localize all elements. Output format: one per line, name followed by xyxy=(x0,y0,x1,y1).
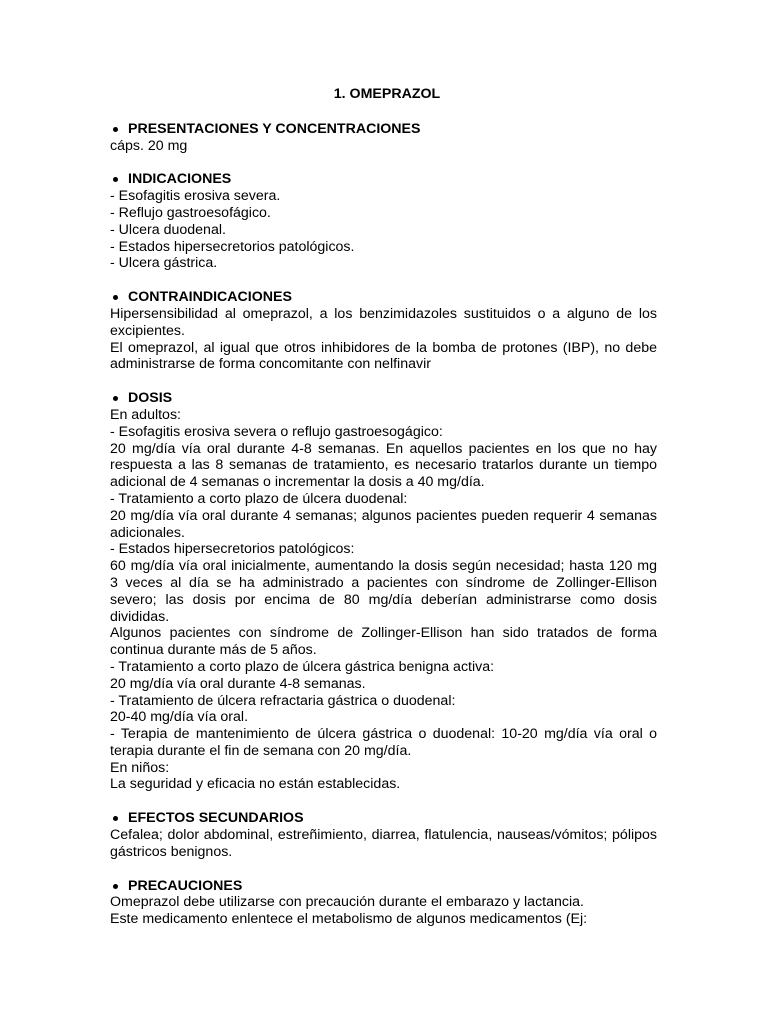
section-heading-text: PRESENTACIONES Y CONCENTRACIONES xyxy=(128,120,421,137)
paragraph-line: 20 mg/día vía oral durante 4-8 semanas. xyxy=(110,675,366,692)
bullet-icon xyxy=(113,816,118,821)
section-heading-text: DOSIS xyxy=(128,390,173,407)
paragraph-line: En niños: xyxy=(110,759,170,776)
section-heading xyxy=(110,289,657,306)
section-heading-text: PRECAUCIONES xyxy=(128,877,243,894)
paragraph-line: El omeprazol, al igual que otros inhibidores de la bomba de protones (IBP), no debe administrarse de forma concomitante con nelfinavir xyxy=(110,339,657,373)
paragraph-line: - Tratamiento a corto plazo de úlcera duodenal: xyxy=(110,490,408,507)
paragraph-line: Cefalea; dolor abdominal, estreñimiento, diarrea, flatulencia, nauseas/vómitos; pólipos gástricos benignos. xyxy=(110,827,657,860)
paragraph-line: 20-40 mg/día vía oral. xyxy=(110,709,249,726)
section-precauciones xyxy=(110,878,657,928)
paragraph-line: cáps. 20 mg xyxy=(110,137,188,154)
section-presentaciones-y-concentraciones xyxy=(110,121,657,155)
section-heading-text: CONTRAINDICACIONES xyxy=(128,289,292,306)
paragraph-line: 20 mg/día vía oral durante 4 semanas; algunos pacientes pueden requerir 4 semanas adicionales. xyxy=(110,507,657,541)
section-heading xyxy=(110,171,657,188)
section-heading xyxy=(110,810,657,827)
section-contraindicaciones xyxy=(110,289,657,373)
section-heading xyxy=(110,390,657,407)
section-heading xyxy=(110,121,657,138)
paragraph-line: 20 mg/día vía oral durante 4-8 semanas. En aquellos pacientes en los que no hay respuesta a las 8 semanas de tratamiento, es necesario tratarlos durante un tiempo adicional de 4 semanas o incrementar la dosis a 40 mg/día. xyxy=(110,440,657,491)
paragraph-line: Hipersensibilidad al omeprazol, a los benzimidazoles sustituidos o a alguno de los excipientes. xyxy=(110,305,657,339)
paragraph-line: - Tratamiento a corto plazo de úlcera gástrica benigna activa: xyxy=(110,658,495,675)
paragraph-line: Algunos pacientes con síndrome de Zollinger-Ellison han sido tratados de forma continua durante más de 5 años. xyxy=(110,625,657,659)
paragraph-line: - Estados hipersecretorios patológicos: xyxy=(110,541,355,558)
section-heading-text: INDICACIONES xyxy=(128,171,232,188)
bullet-icon xyxy=(113,177,118,182)
bullet-icon xyxy=(113,127,118,132)
paragraph-line: La seguridad y eficacia no están establecidas. xyxy=(110,776,401,793)
paragraph-line: - Tratamiento de úlcera refractaria gástrica o duodenal: xyxy=(110,692,456,709)
bullet-icon xyxy=(113,884,118,889)
bullet-icon xyxy=(113,396,118,401)
paragraph-line: - Ulcera duodenal. xyxy=(110,221,226,238)
document-page xyxy=(110,86,657,945)
section-efectos-secundarios xyxy=(110,810,657,860)
paragraph-line: - Estados hipersecretorios patológicos. xyxy=(110,238,355,255)
bullet-icon xyxy=(113,295,118,300)
paragraph-line: 60 mg/día vía oral inicialmente, aumentando la dosis según necesidad; hasta 120 mg 3 veces al día se ha administrado a pacientes con síndrome de Zollinger-Ellison severo; las dosis por encima de 80 mg/día deberían administrarse como dosis divididas. xyxy=(110,558,657,625)
paragraph-line: - Esofagitis erosiva severa. xyxy=(110,188,281,205)
section-heading-text: EFECTOS SECUNDARIOS xyxy=(128,810,304,827)
paragraph-line: - Terapia de mantenimiento de úlcera gástrica o duodenal: 10-20 mg/día vía oral o terapia durante el fin de semana con 20 mg/día. xyxy=(110,726,657,759)
paragraph-line: - Esofagitis erosiva severa o reflujo gastroesogágico: xyxy=(110,423,443,440)
section-indicaciones xyxy=(110,171,657,272)
paragraph-line: Este medicamento enlentece el metabolismo de algunos medicamentos (Ej: xyxy=(110,911,588,928)
sections-container xyxy=(110,121,657,928)
paragraph-line: - Reflujo gastroesofágico. xyxy=(110,204,271,221)
paragraph-line: En adultos: xyxy=(110,406,181,423)
section-heading xyxy=(110,878,657,895)
document-title: 1. OMEPRAZOL xyxy=(333,86,441,102)
paragraph-line: - Ulcera gástrica. xyxy=(110,255,218,272)
section-dosis xyxy=(110,390,657,793)
paragraph-line: Omeprazol debe utilizarse con precaución durante el embarazo y lactancia. xyxy=(110,894,584,911)
